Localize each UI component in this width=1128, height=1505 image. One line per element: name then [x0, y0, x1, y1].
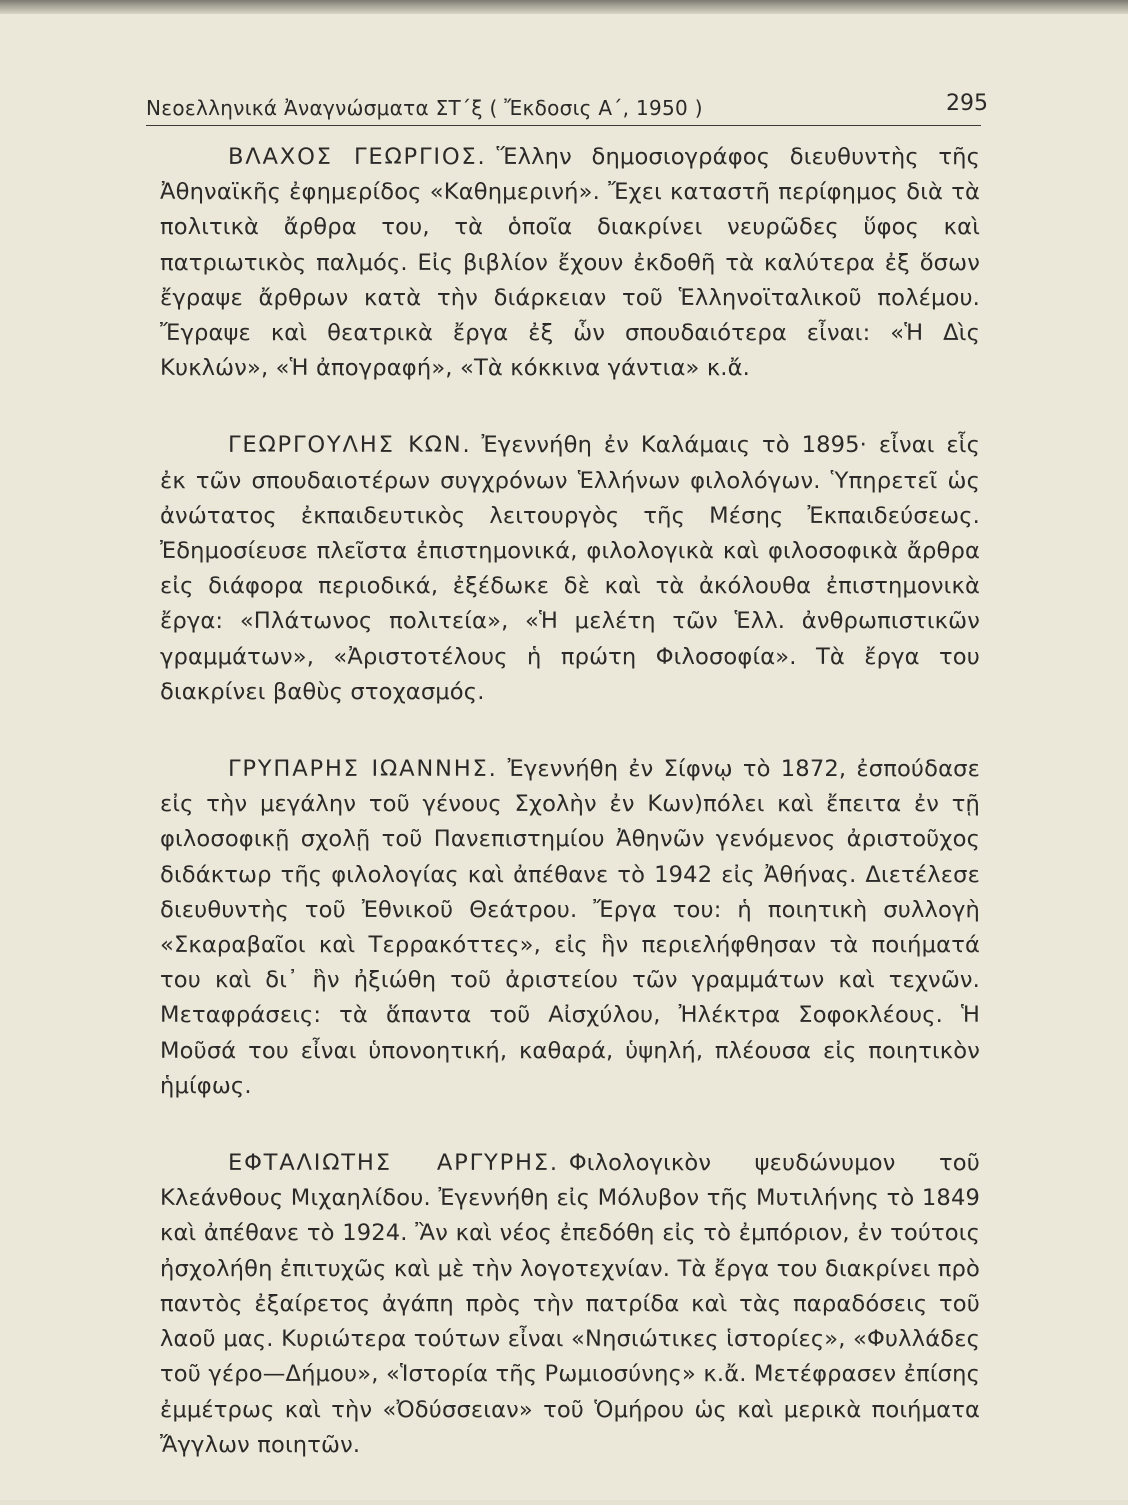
entry-text: Ἐγεννήθη ἐν Καλάμαις τὸ 1895· εἶναι εἷς ἐκ τῶν σπουδαιοτέρων συγχρόνων Ἑλλήνων φιλολόγων. Ὑπηρετεῖ ὡς ἀνώτατος ἐκπαιδευτικὸς λειτουργὸς τῆς Μέσης Ἐκπαιδεύσεως. Ἐδημοσίευσε πλεῖστα ἐπιστημονικά, φιλολογικὰ καὶ φιλοσοφικὰ ἄρθρα εἰς διάφορα περιοδικά, ἐξέδωκε δὲ καὶ τὰ ἀκόλουθα ἐπιστημονικὰ ἔργα: «Πλάτωνος πολιτεία», «Ἡ μελέτη τῶν Ἑλλ. ἀνθρωπιστικῶν γραμμάτων», «Ἀριστοτέλους ἡ πρώτη Φιλοσοφία». Τὰ ἔργα του διακρίνει βαθὺς στοχασμός.	[160, 432, 981, 705]
entry-vlachos	[160, 140, 980, 386]
header-rule	[146, 125, 981, 126]
page-header	[146, 92, 988, 126]
entry-eftaliotis	[160, 1146, 980, 1463]
biography-entries	[160, 140, 980, 1505]
entry-name: ΒΛΑΧΟΣ ΓΕΩΡΓΙΟΣ.	[228, 144, 487, 170]
entry-text: Ἕλλην δημοσιογράφος διευθυντὴς τῆς Ἀθηναϊκῆς ἐφημερίδος «Καθημερινή». Ἔχει καταστῆ περίφημος διὰ τὰ πολιτικὰ ἄρθρα του, τὰ ὁποῖα διακρίνει νευρῶδες ὕφος καὶ πατριωτικὸς παλμός. Εἰς βιβλίον ἔχουν ἐκδοθῆ τὰ καλύτερα ἐξ ὅσων ἔγραψε ἄρθρων κατὰ τὴν διάρκειαν τοῦ Ἑλληνοϊταλικοῦ πολέμου. Ἔγραψε καὶ θεατρικὰ ἔργα ἐξ ὧν σπουδαιότερα εἶναι: «Ἡ Δὶς Κυκλών», «Ἡ ἀπογραφή», «Τὰ κόκκινα γάντια» κ.ἄ.	[160, 144, 980, 382]
entry-georgoulis	[160, 428, 980, 710]
running-head: Νεοελληνικά Ἀναγνώσματα ΣΤ΄ξ ( Ἔκδοσις Α΄, 1950 )	[146, 96, 703, 120]
entry-name: ΓΕΩΡΓΟΥΛΗΣ ΚΩΝ.	[228, 432, 472, 459]
entry-name: ΓΡΥΠΑΡΗΣ ΙΩΑΝΝΗΣ.	[228, 756, 498, 783]
entry-gryparis	[160, 752, 980, 1104]
page-number: 295	[946, 91, 988, 116]
entry-text: Ἐγεννήθη ἐν Σίφνῳ τὸ 1872, ἐσπούδασε εἰς τὴν μεγάλην τοῦ γένους Σχολὴν ἐν Κων)πόλει καὶ ἔπειτα ἐν τῇ φιλοσοφικῇ σχολῇ τοῦ Πανεπιστημίου Ἀθηνῶν γενόμενος ἀριστοῦχος διδάκτωρ τῆς φιλολογίας καὶ ἀπέθανε τὸ 1942 εἰς Ἀθήνας. Διετέλεσε διευθυντὴς τοῦ Ἐθνικοῦ Θεάτρου. Ἔργα του: ἡ ποιητικὴ συλλογὴ «Σκαραβαῖοι καὶ Τερρακόττες», εἰς ἣν περιελήφθησαν τὰ ποιήματά του καὶ δι᾽ ἣν ἠξιώθη τοῦ ἀριστείου τῶν γραμμάτων καὶ τεχνῶν. Μεταφράσεις: τὰ ἅπαντα τοῦ Αἰσχύλου, Ἠλέκτρα Σοφοκλέους. Ἡ Μοῦσά του εἶναι ὑπονοητική, καθαρά, ὑψηλή, πλέουσα εἰς ποιητικὸν ἡμίφως.	[160, 756, 981, 1099]
entry-name: ΕΦΤΑΛΙΩΤΗΣ ΑΡΓΥΡΗΣ.	[228, 1150, 559, 1177]
scan-top-edge	[0, 0, 1128, 14]
entry-text: Φιλολογικὸν ψευδώνυμον τοῦ Κλεάνθους Μιχαηλίδου. Ἐγεννήθη εἰς Μόλυβον τῆς Μυτιλήνης τὸ 1849 καὶ ἀπέθανε τὸ 1924. Ἂν καὶ νέος ἐπεδόθη εἰς τὸ ἐμπόριον, ἐν τούτοις ἠσχολήθη ἐπιτυχῶς καὶ μὲ τὴν λογοτεχνίαν. Τὰ ἔργα του διακρίνει πρὸ παντὸς ἐξαίρετος ἀγάπη πρὸς τὴν πατρίδα καὶ τὰς παραδόσεις τοῦ λαοῦ μας. Κυριώτερα τούτων εἶναι «Νησιώτικες ἱστορίες», «Φυλλάδες τοῦ γέρο—Δήμου», «Ἱστορία τῆς Ρωμιοσύνης» κ.ἄ. Μετέφρασεν ἐπίσης ἐμμέτρως καὶ τὴν «Ὀδύσσειαν» τοῦ Ὁμήρου ὡς καὶ μερικὰ ποιήματα Ἄγγλων ποιητῶν.	[160, 1150, 980, 1458]
